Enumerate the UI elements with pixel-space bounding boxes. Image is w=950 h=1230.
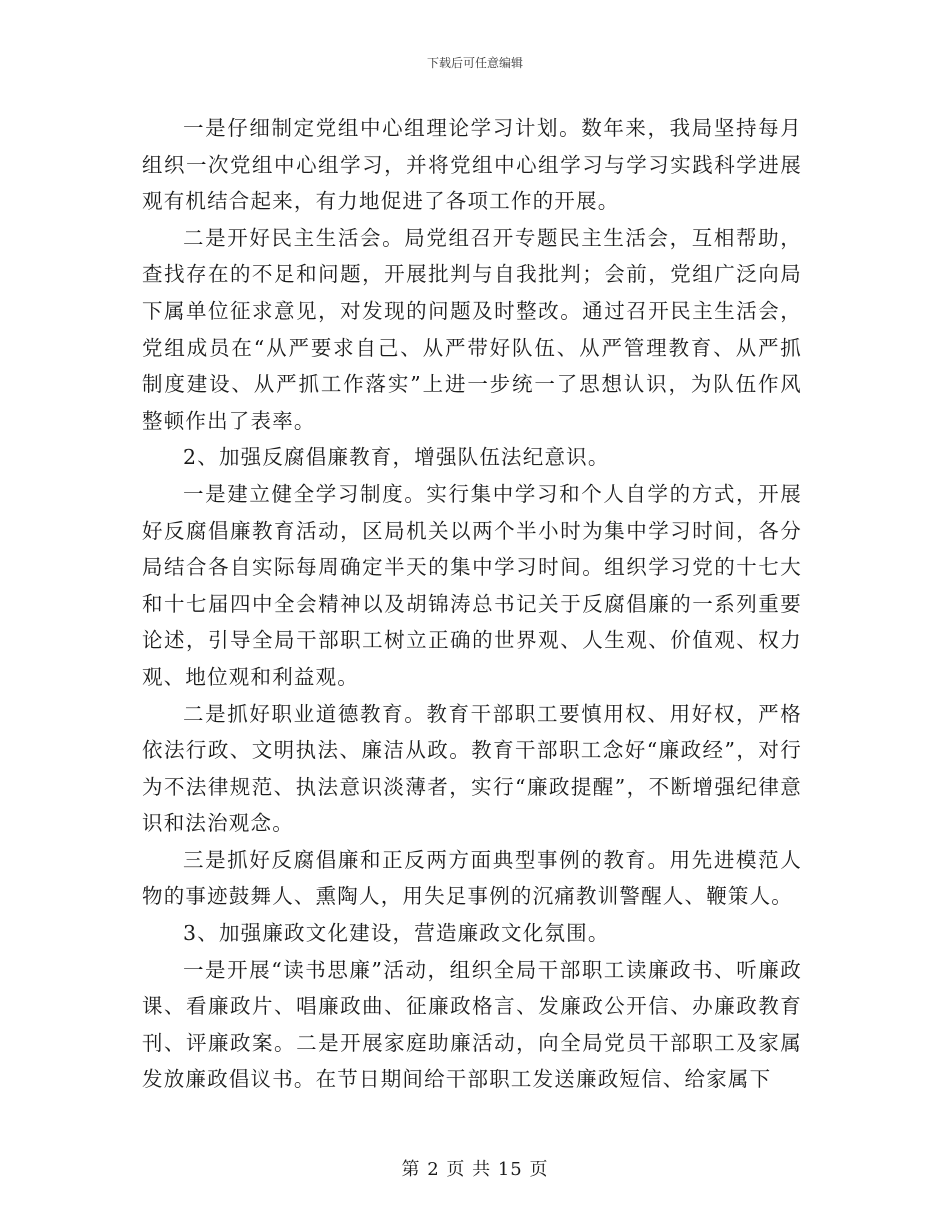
section-heading: 2、加强反腐倡廉教育，增强队伍法纪意识。 bbox=[183, 445, 610, 470]
document-body bbox=[142, 110, 802, 1098]
page-number: 第 2 页 共 15 页 bbox=[401, 1159, 549, 1180]
paragraph: 二是抓好职业道德教育。教育干部职工要慎用权、用好权，严格依法行政、文明执法、廉洁从政。教育干部职工念好“廉政经”，对行为不法律规范、执法意识淡薄者，实行“廉政提醒”，不断增强纪律意识和法治观念。 bbox=[142, 701, 802, 836]
page-header-note: 下载后可任意编辑 bbox=[426, 56, 523, 70]
section-heading: 3、加强廉政文化建设，营造廉政文化氛围。 bbox=[183, 921, 610, 946]
paragraph: 一是开展“读书思廉”活动，组织全局干部职工读廉政书、听廉政课、看廉政片、唱廉政曲、征廉政格言、发廉政公开信、办廉政教育刊、评廉政案。二是开展家庭助廉活动，向全局党员干部职工及家属发放廉政倡议书。在节日期间给干部职工发送廉政短信、给家属下 bbox=[142, 957, 802, 1092]
paragraph: 一是仔细制定党组中心组理论学习计划。数年来，我局坚持每月组织一次党组中心组学习，并将党组中心组学习与学习实践科学进展观有机结合起来，有力地促进了各项工作的开展。 bbox=[142, 116, 802, 214]
paragraph: 三是抓好反腐倡廉和正反两方面典型事例的教育。用先进模范人物的事迹鼓舞人、熏陶人，用失足事例的沉痛教训警醒人、鞭策人。 bbox=[142, 847, 802, 909]
paragraph: 二是开好民主生活会。局党组召开专题民主生活会，互相帮助，查找存在的不足和问题，开展批判与自我批判；会前，党组广泛向局下属单位征求意见，对发现的问题及时整改。通过召开民主生活会，党组成员在“从严要求自己、从严带好队伍、从严管理教育、从严抓制度建设、从严抓工作落实”上进一步统一了思想认识，为队伍作风整顿作出了表率。 bbox=[142, 225, 802, 433]
paragraph: 一是建立健全学习制度。实行集中学习和个人自学的方式，开展好反腐倡廉教育活动，区局机关以两个半小时为集中学习时间，各分局结合各自实际每周确定半天的集中学习时间。组织学习党的十七大和十七届四中全会精神以及胡锦涛总书记关于反腐倡廉的一系列重要论述，引导全局干部职工树立正确的世界观、人生观、价值观、权力观、地位观和利益观。 bbox=[142, 481, 802, 689]
